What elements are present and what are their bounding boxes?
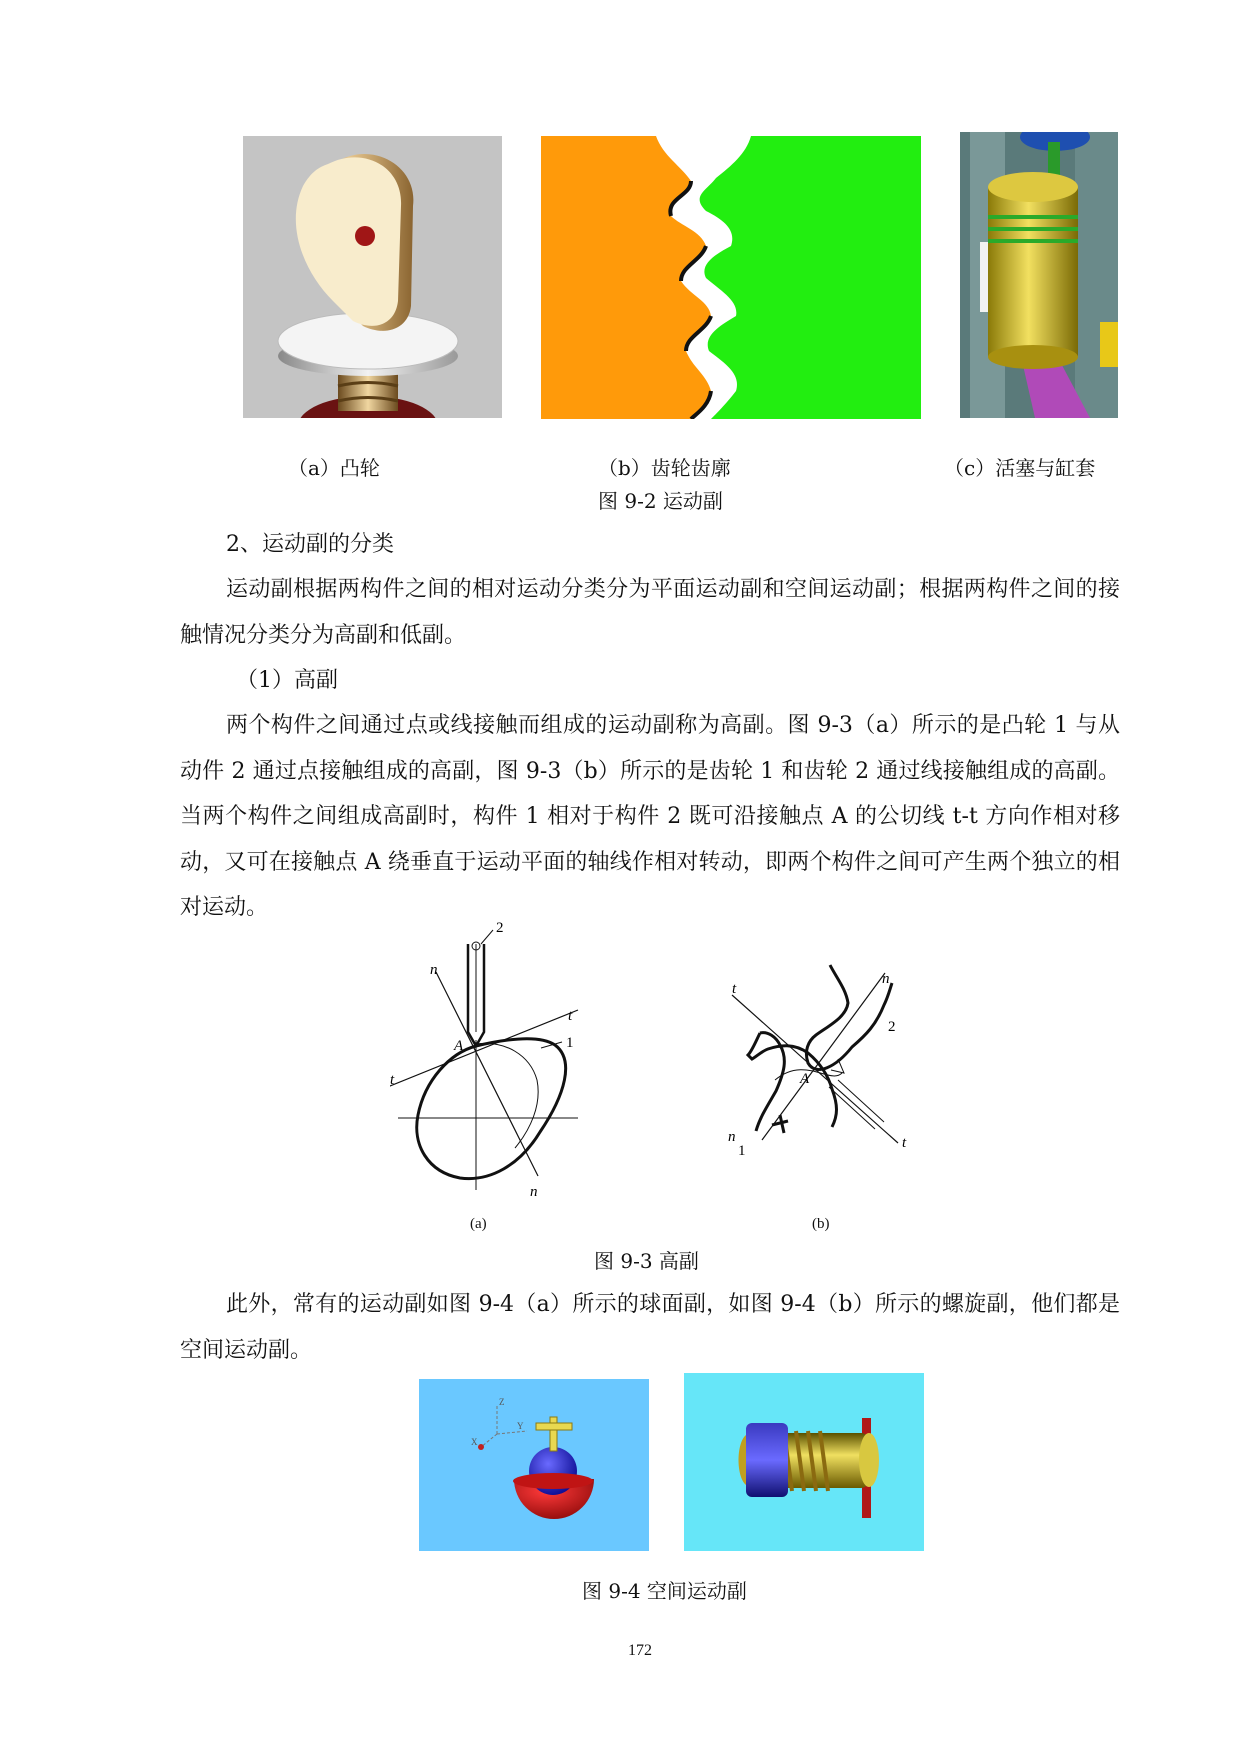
spherical-pair-image — [419, 1379, 649, 1551]
caption-cam: （a）凸轮 — [288, 456, 380, 480]
cam-label-2: 2 — [496, 920, 504, 936]
figure-9-3-title: 图 9-3 高副 — [594, 1249, 699, 1273]
paragraph-spatial-pairs: 此外，常有的运动副如图 9-4（a）所示的球面副，如图 9-4（b）所示的螺旋副，他们都是空间运动副。 — [180, 1292, 1120, 1363]
gear-label-A: A — [800, 1071, 810, 1087]
gear-label-n-bottom: n — [728, 1129, 736, 1145]
paragraph-classification: 运动副根据两构件之间的相对运动分类分为平面运动副和空间运动副；根据两构件之间的接触情况分类分为高副和低副。 — [180, 577, 1120, 648]
figure-9-2-title: 图 9-2 运动副 — [598, 489, 723, 513]
axis-label-y: Y — [517, 1421, 524, 1431]
page-number: 172 — [628, 1642, 652, 1659]
paragraph-higher-pair: 两个构件之间通过点或线接触而组成的运动副称为高副。图 9-3（a）所示的是凸轮 1 与从动件 2 通过点接触组成的高副，图 9-3（b）所示的是齿轮 1 和齿轮 2 通过线接触组成的高副。当两个构件之间组成高副时，构件 1 相对于构件 2 既可沿接触点 A 的公切线 t-t 方向作相对移动，又可在接触点 A 绕垂直于运动平面的轴线作相对转动，即两个构件之间可产生两个独立的相对运动。 — [180, 713, 1120, 920]
gear-label-n-top: n — [882, 971, 890, 987]
diagram-gear-line-contact — [720, 955, 920, 1165]
diagram-cam-point-contact — [390, 920, 600, 1210]
gear-label-1: 1 — [738, 1143, 746, 1159]
cam-label-t-right: t — [568, 1008, 573, 1024]
axis-label-z: Z — [499, 1397, 505, 1407]
figure-9-3b-label: (b) — [812, 1216, 830, 1232]
figure-9-4-title: 图 9-4 空间运动副 — [582, 1579, 747, 1603]
caption-piston: （c）活塞与缸套 — [944, 456, 1096, 480]
gear-teeth-image — [541, 136, 921, 419]
caption-gear: （b）齿轮齿廓 — [598, 456, 731, 480]
figure-9-3a-label: (a) — [470, 1216, 487, 1232]
cam-label-1: 1 — [566, 1035, 574, 1051]
cam-label-t-left: t — [390, 1072, 395, 1088]
screw-pair-image — [684, 1373, 924, 1551]
section-heading: 2、运动副的分类 — [226, 532, 394, 557]
cam-label-A: A — [454, 1038, 464, 1054]
gear-label-t-bottom: t — [902, 1135, 907, 1151]
piston-cylinder-image — [960, 132, 1118, 418]
axis-label-x: X — [471, 1437, 478, 1447]
gear-label-t-top: t — [732, 981, 737, 997]
gear-label-2: 2 — [888, 1019, 896, 1035]
cam-image — [243, 136, 502, 418]
subheading-higher-pair: （1）高副 — [236, 668, 338, 693]
cam-label-n-bottom: n — [530, 1184, 538, 1200]
cam-label-n-top: n — [430, 962, 438, 978]
